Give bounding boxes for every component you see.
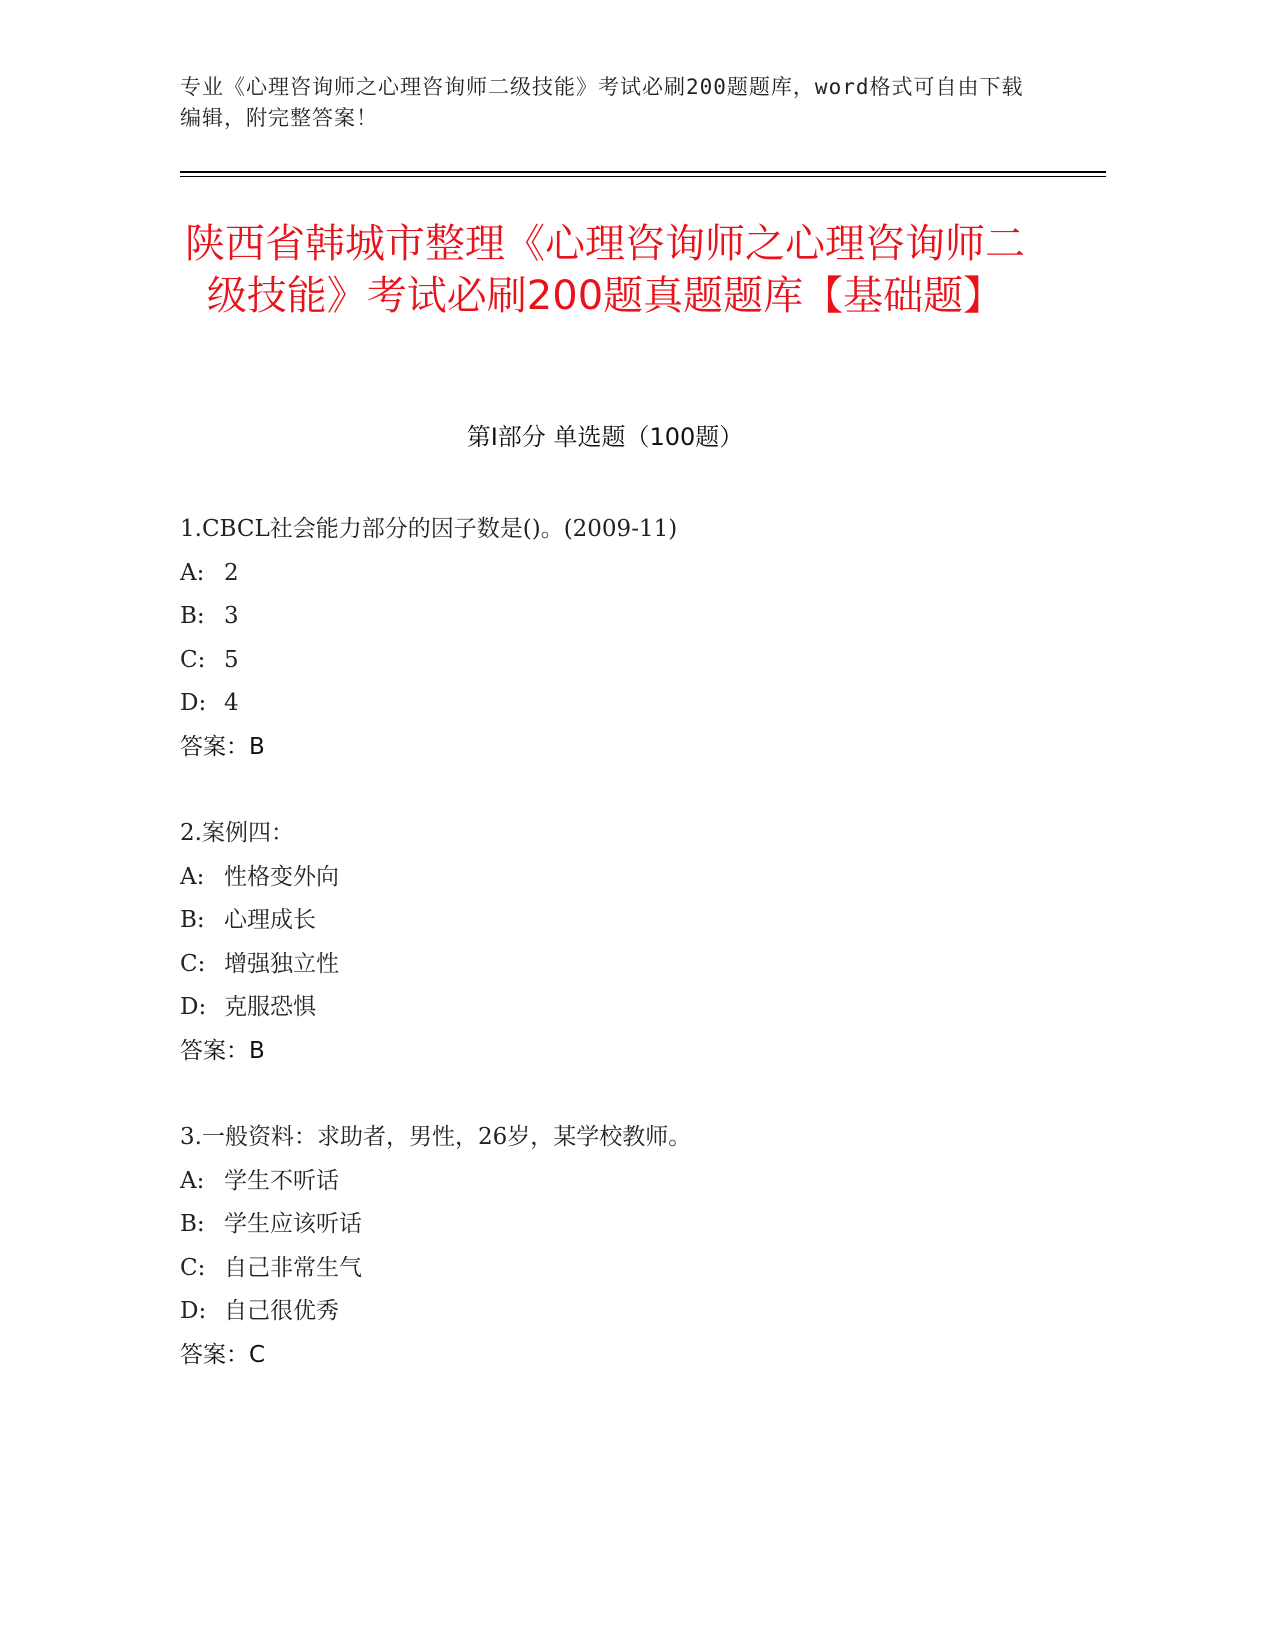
question-item	[180, 1116, 1080, 1377]
header-note: 专业《心理咨询师之心理咨询师二级技能》考试必刷200题题库，word格式可自由下载编辑，附完整答案！	[180, 75, 1024, 130]
question-stem: 1.CBCL社会能力部分的因子数是()。(2009-11)	[180, 516, 678, 542]
option-letter: A:	[180, 559, 205, 586]
option-letter: C:	[180, 1254, 206, 1281]
option-b	[180, 1203, 1080, 1247]
option-a	[180, 552, 1080, 596]
header-divider-thin	[180, 176, 1106, 177]
answer: 答案：C	[180, 1341, 266, 1368]
option-letter: C:	[180, 950, 206, 977]
question-item	[180, 508, 1080, 769]
option-text: 5	[224, 646, 239, 673]
question-stem: 2.案例四：	[180, 820, 294, 846]
option-letter: B:	[180, 603, 205, 629]
question-item	[180, 812, 1080, 1073]
option-d	[180, 682, 1080, 726]
option-letter: B:	[180, 1211, 205, 1237]
option-text: 增强独立性	[224, 950, 339, 977]
option-text: 性格变外向	[224, 863, 339, 890]
option-letter: D:	[180, 1298, 207, 1324]
header-divider-thick	[180, 171, 1106, 173]
option-d	[180, 1290, 1080, 1334]
option-a	[180, 856, 1080, 900]
option-text: 自己非常生气	[224, 1254, 362, 1281]
option-letter: C:	[180, 646, 206, 673]
option-letter: A:	[180, 1167, 205, 1194]
answer: 答案：B	[180, 1037, 265, 1064]
section-heading: 第Ⅰ部分 单选题（100题）	[466, 423, 744, 451]
option-d	[180, 986, 1080, 1030]
option-letter: D:	[180, 994, 207, 1020]
option-text: 心理成长	[224, 907, 316, 933]
document-title: 陕西省韩城市整理《心理咨询师之心理咨询师二级技能》考试必刷200题真题题库【基础题】	[185, 221, 1025, 319]
option-text: 克服恐惧	[224, 994, 316, 1020]
option-text: 2	[224, 559, 239, 586]
option-text: 4	[224, 690, 239, 716]
option-b	[180, 595, 1080, 639]
option-text: 3	[224, 603, 239, 629]
question-list	[180, 508, 1080, 1420]
option-letter: D:	[180, 690, 207, 716]
option-letter: A:	[180, 863, 205, 890]
option-c	[180, 943, 1080, 987]
option-text: 自己很优秀	[224, 1298, 339, 1324]
option-b	[180, 899, 1080, 943]
option-c	[180, 639, 1080, 683]
option-letter: B:	[180, 907, 205, 933]
question-stem: 3.一般资料：求助者，男性，26岁，某学校教师。	[180, 1124, 692, 1150]
option-text: 学生不听话	[224, 1167, 339, 1194]
answer: 答案：B	[180, 733, 265, 760]
option-c	[180, 1247, 1080, 1291]
option-a	[180, 1160, 1080, 1204]
option-text: 学生应该听话	[224, 1211, 362, 1237]
